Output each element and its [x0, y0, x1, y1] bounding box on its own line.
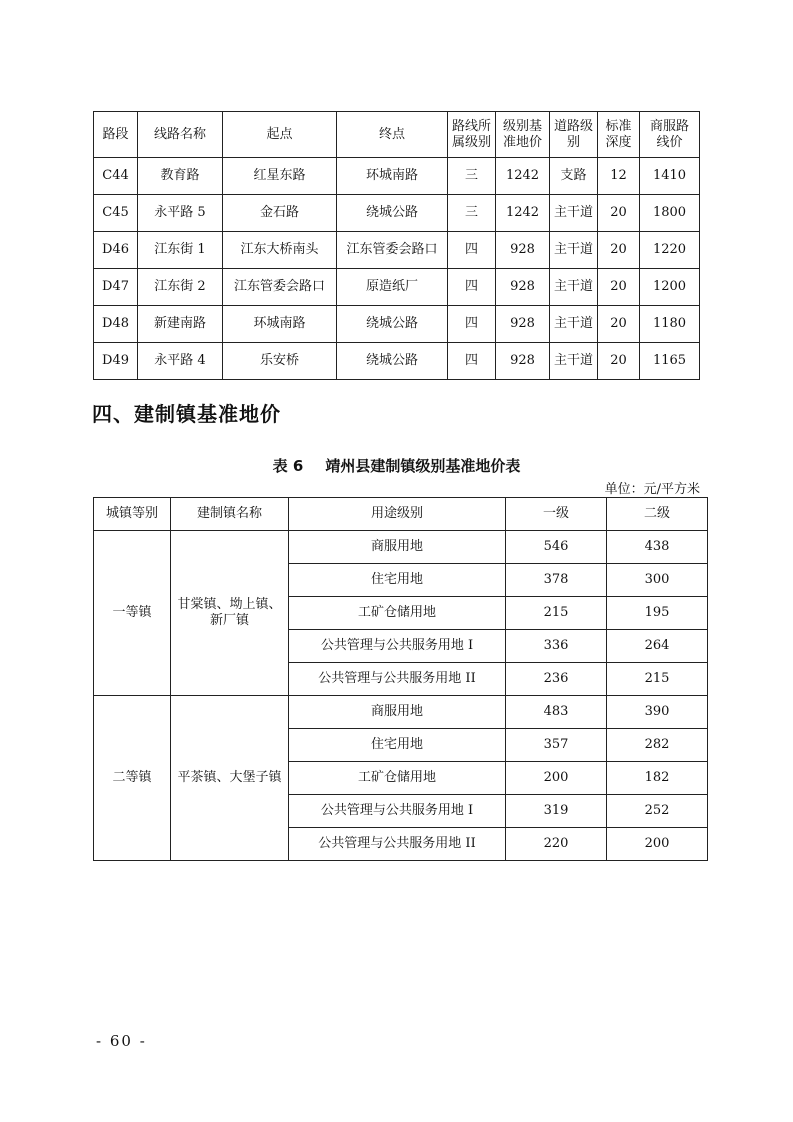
header-cell: 二级: [607, 498, 708, 531]
header-cell: 线路名称: [138, 112, 223, 158]
land-use-cell: 工矿仓储用地: [289, 762, 506, 795]
road-name-cell: 永平路 4: [138, 343, 223, 380]
route-level-cell: 四: [448, 232, 496, 269]
end-point-cell: 江东管委会路口: [337, 232, 448, 269]
table-title: 靖州县建制镇级别基准地价表: [325, 457, 521, 475]
standard-depth-cell: 20: [598, 195, 640, 232]
level1-price-cell: 236: [506, 663, 607, 696]
start-point-cell: 金石路: [223, 195, 337, 232]
commercial-line-price-cell: 1410: [640, 158, 700, 195]
road-name-cell: 江东街 2: [138, 269, 223, 306]
section-code-cell: D46: [94, 232, 138, 269]
header-cell: 路段: [94, 112, 138, 158]
road-name-cell: 教育路: [138, 158, 223, 195]
road-name-cell: 永平路 5: [138, 195, 223, 232]
road-grade-cell: 支路: [550, 158, 598, 195]
level1-price-cell: 319: [506, 795, 607, 828]
start-point-cell: 环城南路: [223, 306, 337, 343]
standard-depth-cell: 20: [598, 343, 640, 380]
road-grade-cell: 主干道: [550, 269, 598, 306]
town-grade-cell: 二等镇: [94, 696, 171, 861]
route-level-cell: 三: [448, 158, 496, 195]
section-code-cell: D49: [94, 343, 138, 380]
commercial-line-price-cell: 1180: [640, 306, 700, 343]
base-price-cell: 928: [496, 306, 550, 343]
road-grade-cell: 主干道: [550, 306, 598, 343]
standard-depth-cell: 20: [598, 269, 640, 306]
route-level-cell: 三: [448, 195, 496, 232]
level1-price-cell: 483: [506, 696, 607, 729]
header-cell: 道路级 别: [550, 112, 598, 158]
header-cell: 级别基 准地价: [496, 112, 550, 158]
level2-price-cell: 182: [607, 762, 708, 795]
start-point-cell: 乐安桥: [223, 343, 337, 380]
base-price-cell: 928: [496, 343, 550, 380]
base-price-cell: 1242: [496, 158, 550, 195]
section-heading: 四、建制镇基准地价: [92, 402, 281, 426]
base-price-cell: 1242: [496, 195, 550, 232]
town-grade-cell: 一等镇: [94, 531, 171, 696]
section-code-cell: D48: [94, 306, 138, 343]
commercial-line-price-cell: 1165: [640, 343, 700, 380]
land-use-cell: 商服用地: [289, 696, 506, 729]
end-point-cell: 原造纸厂: [337, 269, 448, 306]
header-cell: 用途级别: [289, 498, 506, 531]
land-use-cell: 公共管理与公共服务用地 II: [289, 828, 506, 861]
level2-price-cell: 215: [607, 663, 708, 696]
land-use-cell: 公共管理与公共服务用地 I: [289, 630, 506, 663]
road-name-cell: 江东街 1: [138, 232, 223, 269]
section-code-cell: C44: [94, 158, 138, 195]
road-name-cell: 新建南路: [138, 306, 223, 343]
start-point-cell: 红星东路: [223, 158, 337, 195]
level1-price-cell: 336: [506, 630, 607, 663]
level1-price-cell: 200: [506, 762, 607, 795]
commercial-line-price-cell: 1200: [640, 269, 700, 306]
table-header-row: [94, 498, 708, 531]
road-grade-cell: 主干道: [550, 232, 598, 269]
level1-price-cell: 357: [506, 729, 607, 762]
header-cell: 标准 深度: [598, 112, 640, 158]
header-cell: 起点: [223, 112, 337, 158]
level1-price-cell: 378: [506, 564, 607, 597]
standard-depth-cell: 20: [598, 232, 640, 269]
level2-price-cell: 282: [607, 729, 708, 762]
road-grade-cell: 主干道: [550, 343, 598, 380]
table-caption: [0, 455, 793, 476]
section-code-cell: D47: [94, 269, 138, 306]
header-cell: 终点: [337, 112, 448, 158]
unit-label: 单位：元/平方米: [604, 482, 700, 497]
commercial-line-price-cell: 1220: [640, 232, 700, 269]
level2-price-cell: 300: [607, 564, 708, 597]
end-point-cell: 绕城公路: [337, 306, 448, 343]
land-use-cell: 工矿仓储用地: [289, 597, 506, 630]
start-point-cell: 江东管委会路口: [223, 269, 337, 306]
table-row: [94, 158, 700, 195]
road-grade-cell: 主干道: [550, 195, 598, 232]
level1-price-cell: 546: [506, 531, 607, 564]
route-level-cell: 四: [448, 269, 496, 306]
commercial-line-price-cell: 1800: [640, 195, 700, 232]
end-point-cell: 绕城公路: [337, 195, 448, 232]
route-level-cell: 四: [448, 343, 496, 380]
standard-depth-cell: 20: [598, 306, 640, 343]
table-row: [94, 195, 700, 232]
level1-price-cell: 220: [506, 828, 607, 861]
page-number: - 60 -: [96, 1032, 147, 1050]
header-cell: 建制镇名称: [171, 498, 289, 531]
standard-depth-cell: 12: [598, 158, 640, 195]
level2-price-cell: 200: [607, 828, 708, 861]
base-price-cell: 928: [496, 232, 550, 269]
town-names-cell: 甘棠镇、坳上镇、新厂镇: [171, 531, 289, 696]
level2-price-cell: 438: [607, 531, 708, 564]
town-grade-price-table: [93, 497, 708, 861]
level1-price-cell: 215: [506, 597, 607, 630]
table-header-row: [94, 112, 700, 158]
table-row: [94, 343, 700, 380]
level2-price-cell: 390: [607, 696, 708, 729]
table-number: 表 6: [272, 457, 304, 475]
land-use-cell: 公共管理与公共服务用地 II: [289, 663, 506, 696]
section-code-cell: C45: [94, 195, 138, 232]
base-price-cell: 928: [496, 269, 550, 306]
table-row: [94, 531, 708, 564]
header-cell: 城镇等别: [94, 498, 171, 531]
start-point-cell: 江东大桥南头: [223, 232, 337, 269]
header-cell: 一级: [506, 498, 607, 531]
town-names-cell: 平茶镇、大堡子镇: [171, 696, 289, 861]
land-use-cell: 商服用地: [289, 531, 506, 564]
level2-price-cell: 252: [607, 795, 708, 828]
land-use-cell: 住宅用地: [289, 564, 506, 597]
end-point-cell: 环城南路: [337, 158, 448, 195]
road-section-price-table: [93, 111, 700, 380]
table-row: [94, 306, 700, 343]
land-use-cell: 公共管理与公共服务用地 I: [289, 795, 506, 828]
land-use-cell: 住宅用地: [289, 729, 506, 762]
table-row: [94, 269, 700, 306]
table-row: [94, 696, 708, 729]
level2-price-cell: 195: [607, 597, 708, 630]
route-level-cell: 四: [448, 306, 496, 343]
level2-price-cell: 264: [607, 630, 708, 663]
table-row: [94, 232, 700, 269]
header-cell: 商服路 线价: [640, 112, 700, 158]
end-point-cell: 绕城公路: [337, 343, 448, 380]
header-cell: 路线所 属级别: [448, 112, 496, 158]
